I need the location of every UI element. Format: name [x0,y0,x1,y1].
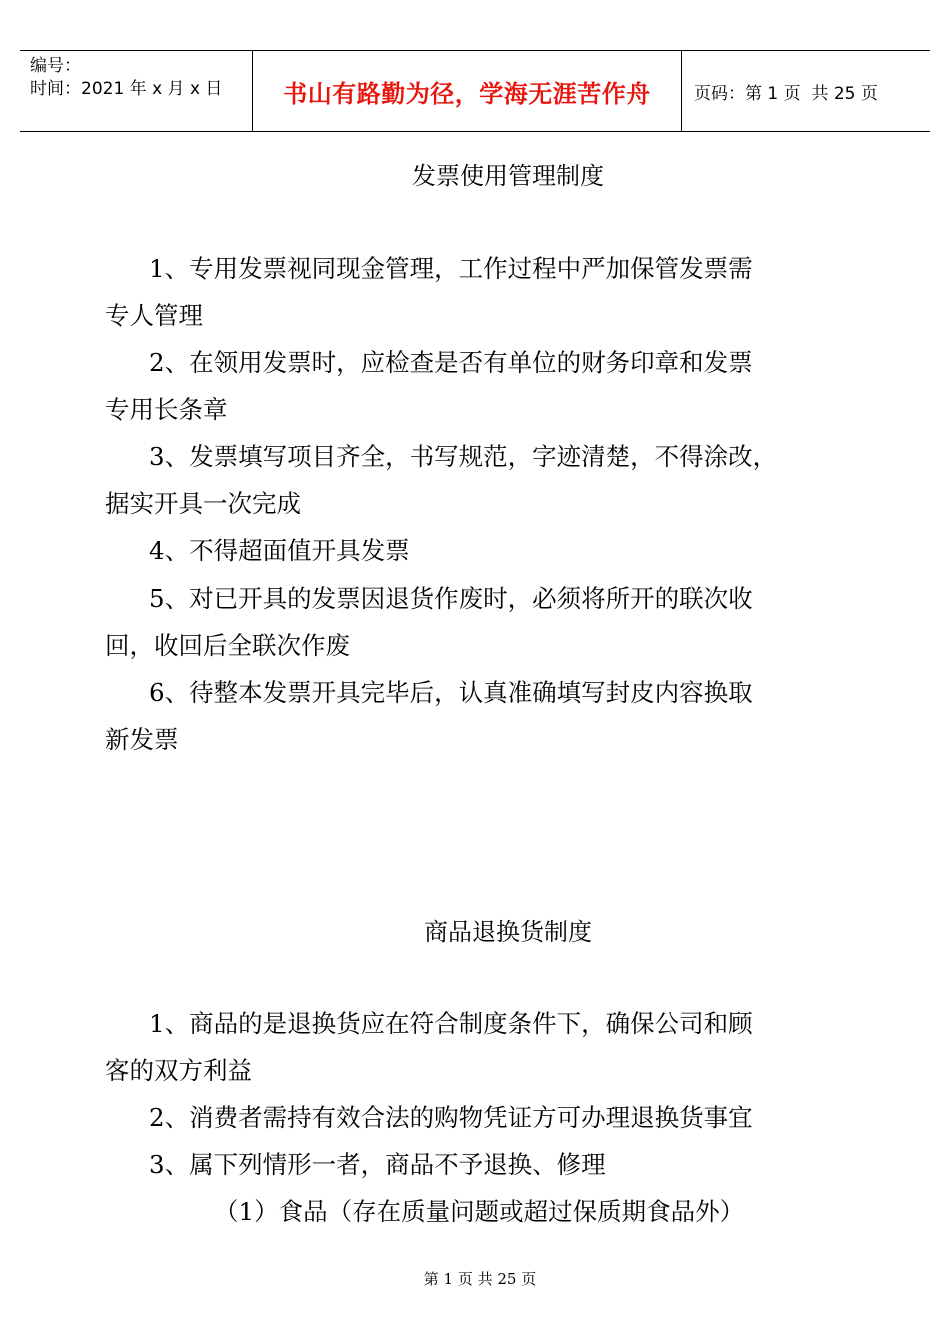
section2-item-3 [105,1141,845,1188]
page-info: 页码：第 1 页 共 25 页 [694,83,878,104]
section1-item-4-line-1: 4、不得超面值开具发票 [149,536,410,565]
section1-item-1-line-2: 专人管理 [105,301,203,330]
section1-item-3-line-1: 3、发票填写项目齐全，书写规范，字迹清楚，不得涂改， [149,442,778,471]
section1-item-6-line-2: 新发票 [105,725,179,754]
section2-item-1-line-1: 1、商品的是退换货应在符合制度条件下，确保公司和顾 [149,1009,753,1038]
section2-item-3-line-1: 3、属下列情形一者，商品不予退换、修理 [149,1150,606,1179]
section1-item-2 [105,339,845,433]
section1-item-1 [105,245,845,339]
page-footer: 第 1 页 共 25 页 [423,1270,537,1288]
motto: 书山有路勤为径，学海无涯苦作舟 [252,51,682,131]
section1-item-5 [105,575,845,669]
section1-item-6 [105,669,845,763]
section1-item-4 [105,527,845,574]
section1-item-3-line-2: 据实开具一次完成 [105,489,301,518]
header-right-cell [682,51,930,131]
section1-item-1-line-1: 1、专用发票视同现金管理，工作过程中严加保管发票需 [149,254,753,283]
section2-subitem-1: （1）食品（存在质量问题或超过保质期食品外） [214,1197,745,1226]
section1-item-2-line-1: 2、在领用发票时，应检查是否有单位的财务印章和发票 [149,348,753,377]
section2-item-2-line-1: 2、消费者需持有效合法的购物凭证方可办理退换货事宜 [149,1103,753,1132]
section2-item-1 [105,1000,845,1094]
section1-item-3 [105,433,845,527]
section2-title: 商品退换货制度 [424,918,592,946]
number-label: 编号： [30,56,81,76]
section2-item-1-line-2: 客的双方利益 [105,1056,252,1085]
header-left-cell [20,51,252,131]
section1-item-5-line-2: 回，收回后全联次作废 [105,631,350,660]
header-table [20,50,930,132]
section1-item-5-line-1: 5、对已开具的发票因退货作废时，必须将所开的联次收 [149,584,753,613]
section1-item-6-line-1: 6、待整本发票开具完毕后，认真准确填写封皮内容换取 [149,678,753,707]
section1-item-2-line-2: 专用长条章 [105,395,228,424]
section2-item-2 [105,1094,845,1141]
section1-title: 发票使用管理制度 [412,162,604,190]
time-label: 时间：2021 年 x 月 x 日 [30,79,223,99]
